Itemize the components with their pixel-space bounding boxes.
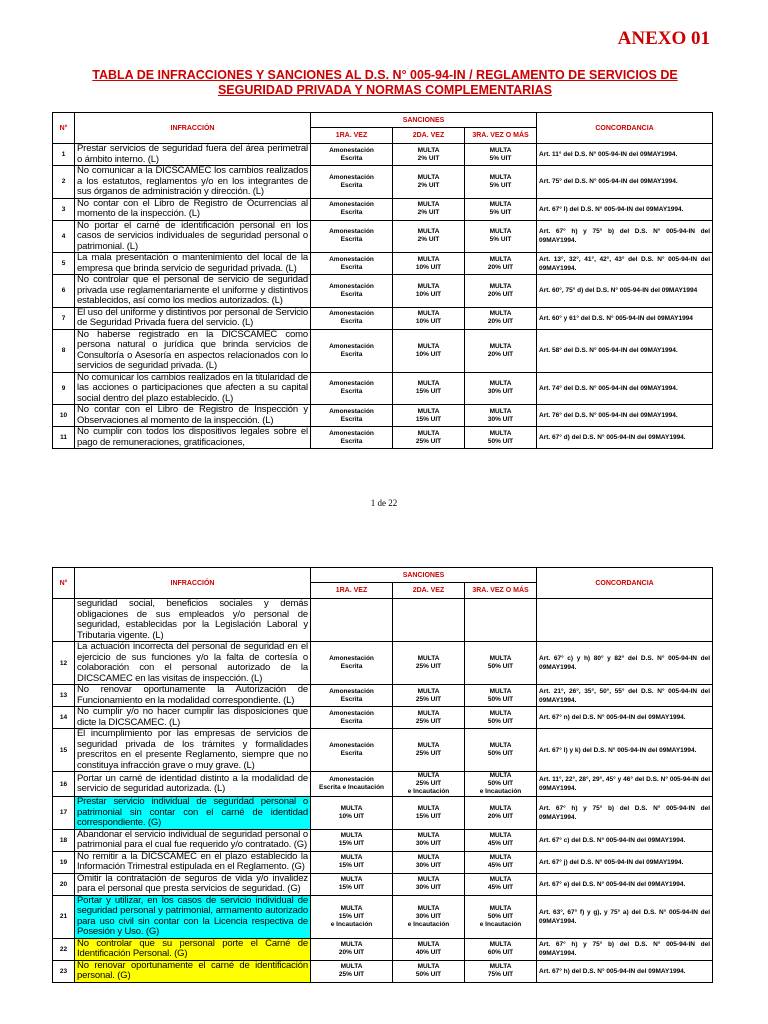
table-row <box>53 685 713 707</box>
header-concordancia: CONCORDANCIA <box>537 113 713 144</box>
concordance: Art. 67° h) y 75° b) del D.S. N° 005-94-IN del 09MAY1994. <box>537 220 713 253</box>
infraction-text: No controlar que su personal porte el Carné de Identificación Personal. (G) <box>75 938 311 960</box>
table-row <box>53 198 713 220</box>
sanction-first: Amonestación Escrita e Incautación <box>311 772 393 797</box>
header-sanciones: SANCIONES <box>311 568 537 583</box>
concordance <box>537 599 713 642</box>
table-row <box>53 166 713 199</box>
concordance: Art. 21°, 26°, 35°, 50°, 55° del D.S. N° 005-94-IN del 09MAY1994. <box>537 685 713 707</box>
infraction-text: No comunicar los cambios realizados en la titularidad de las acciones o participaciones que afecten a su capital social dentro del plazo establecido. (L) <box>75 372 311 405</box>
row-number: 19 <box>53 851 75 873</box>
row-number: 14 <box>53 707 75 729</box>
table-row <box>53 707 713 729</box>
sanction-first: Amonestación Escrita <box>311 166 393 199</box>
table-row <box>53 895 713 938</box>
table-row <box>53 960 713 982</box>
sanction-first: Amonestación Escrita <box>311 729 393 772</box>
infraction-text: No haberse registrado en la DICSCAMEC como persona natural o jurídica que brinda servicios de Consultoría o Asesoría en aspectos relacionados con lo servicios de seguridad privada. (L) <box>75 329 311 372</box>
sanction-second: MULTA 25% UIT <box>393 685 465 707</box>
row-number: 10 <box>53 405 75 427</box>
table-row <box>53 275 713 308</box>
sanction-third: MULTA 50% UIT <box>465 729 537 772</box>
infraction-text: No cumplir y/o no hacer cumplir las disposiciones que dicte la DICSCAMEC. (L) <box>75 707 311 729</box>
infraction-text: El uso del uniforme y distintivos por personal de Servicio de Seguridad Privada fuera del servicio. (L) <box>75 307 311 329</box>
sanction-first: Amonestación Escrita <box>311 198 393 220</box>
sanction-first: Amonestación Escrita <box>311 307 393 329</box>
sanction-third: MULTA 30% UIT <box>465 372 537 405</box>
sanction-first: Amonestación Escrita <box>311 220 393 253</box>
infraction-text: No controlar que el personal de servicio de seguridad privada use reglamentariamente el uniforme y distintivos establecidos, así como los medios autorizados. (L) <box>75 275 311 308</box>
sanction-first: MULTA 25% UIT <box>311 960 393 982</box>
sanction-second: MULTA 2% UIT <box>393 220 465 253</box>
sanction-third: MULTA 20% UIT <box>465 797 537 830</box>
sanction-second: MULTA 30% UIT <box>393 873 465 895</box>
row-number: 17 <box>53 797 75 830</box>
sanction-third: MULTA 50% UIT e Incautación <box>465 895 537 938</box>
sanction-second: MULTA 25% UIT <box>393 707 465 729</box>
row-number: 16 <box>53 772 75 797</box>
infraction-text: La actuación incorrecta del personal de seguridad en el ejercicio de sus funciones y/o la falta de cortesía o colaboración con el personal autorizado de la DICSCAMEC en las visitas de inspección. (L) <box>75 642 311 685</box>
row-number: 4 <box>53 220 75 253</box>
infraction-text: Prestar servicio individual de seguridad personal o patrimonial sin contar con el carné de identidad correspondiente. (G) <box>75 797 311 830</box>
table-row <box>53 599 713 642</box>
concordance: Art. 11° del D.S. N° 005-94-IN del 09MAY1994. <box>537 144 713 166</box>
concordance: Art. 60° y 61° del D.S. N° 005-94-IN del 09MAY1994 <box>537 307 713 329</box>
sanction-third: MULTA 5% UIT <box>465 144 537 166</box>
concordance: Art. 67° c) y h) 80° y 82° del D.S. N° 005-94-IN del 09MAY1994. <box>537 642 713 685</box>
sanction-third: MULTA 5% UIT <box>465 220 537 253</box>
document-title <box>40 68 730 98</box>
sanction-third: MULTA 30% UIT <box>465 405 537 427</box>
concordance: Art. 67° n) del D.S. N° 005-94-IN del 09MAY1994. <box>537 707 713 729</box>
table-row <box>53 329 713 372</box>
header-vez-2: 2DA. VEZ <box>393 128 465 144</box>
header-vez-2: 2DA. VEZ <box>393 583 465 599</box>
table-row <box>53 427 713 449</box>
concordance: Art. 11°, 22°, 28°, 29°, 45° y 46° del D.S. N° 005-94-IN del 09MAY1994. <box>537 772 713 797</box>
row-number: 13 <box>53 685 75 707</box>
infraction-text: No contar con el Libro de Registro de Inspección y Observaciones al momento de la inspección. (L) <box>75 405 311 427</box>
sanction-second: MULTA 25% UIT <box>393 729 465 772</box>
concordance: Art. 67° h) y 75° b) del D.S. N° 005-94-IN del 09MAY1994. <box>537 797 713 830</box>
sanction-first: Amonestación Escrita <box>311 405 393 427</box>
concordance: Art. 67° c) del D.S. N° 005-94-IN del 09MAY1994. <box>537 829 713 851</box>
header-vez-1: 1RA. VEZ <box>311 128 393 144</box>
sanction-second: MULTA 40% UIT <box>393 938 465 960</box>
concordance: Art. 58° del D.S. N° 005-94-IN del 09MAY1994. <box>537 329 713 372</box>
concordance: Art. 67° d) del D.S. N° 005-94-IN del 09MAY1994. <box>537 427 713 449</box>
row-number: 2 <box>53 166 75 199</box>
row-number: 23 <box>53 960 75 982</box>
concordance: Art. 67° h) del D.S. N° 005-94-IN del 09MAY1994. <box>537 960 713 982</box>
header-vez-1: 1RA. VEZ <box>311 583 393 599</box>
infraction-text: No cumplir con todos los dispositivos legales sobre el pago de remuneraciones, gratificaciones, <box>75 427 311 449</box>
sanction-third: MULTA 5% UIT <box>465 198 537 220</box>
row-number: 8 <box>53 329 75 372</box>
table-row <box>53 729 713 772</box>
infraction-text: El incumplimiento por las empresas de servicios de seguridad privada de los trámites y formalidades prescritos en el presente Reglamento, siempre que no constituya infracción grave o muy grave. (L) <box>75 729 311 772</box>
table-row <box>53 851 713 873</box>
infraction-text: Abandonar el servicio individual de seguridad personal o patrimonial para el cual fue requerido y/o contratado. (G) <box>75 829 311 851</box>
header-infraccion: INFRACCIÓN <box>75 568 311 599</box>
infraction-text: No portar el carné de identificación personal en los casos de servicios individuales de seguridad personal o patrimonial. (L) <box>75 220 311 253</box>
infraction-text: No renovar oportunamente el carné de identificación personal. (G) <box>75 960 311 982</box>
sanction-first: Amonestación Escrita <box>311 685 393 707</box>
concordance: Art. 60°, 75° d) del D.S. N° 005-94-IN del 09MAY1994 <box>537 275 713 308</box>
row-number: 21 <box>53 895 75 938</box>
sanction-third: MULTA 20% UIT <box>465 329 537 372</box>
infraction-text: Prestar servicios de seguridad fuera del área perimetral o ámbito interno. (L) <box>75 144 311 166</box>
sanction-first: MULTA 15% UIT e Incautación <box>311 895 393 938</box>
sanction-third: MULTA 20% UIT <box>465 275 537 308</box>
infractions-table-page-1 <box>52 112 713 449</box>
infraction-text: No contar con el Libro de Registro de Ocurrencias al momento de la inspección. (L) <box>75 198 311 220</box>
sanction-second: MULTA 30% UIT e Incautación <box>393 895 465 938</box>
row-number: 1 <box>53 144 75 166</box>
sanction-second: MULTA 25% UIT e Incautación <box>393 772 465 797</box>
sanction-first: Amonestación Escrita <box>311 642 393 685</box>
header-vez-3: 3RA. VEZ O MÁS <box>465 128 537 144</box>
table-row <box>53 772 713 797</box>
sanction-second: MULTA 2% UIT <box>393 166 465 199</box>
concordance: Art. 63°, 67° f) y g), y 75° a) del D.S. N° 005-94-IN del 09MAY1994. <box>537 895 713 938</box>
header-num: N° <box>53 568 75 599</box>
concordance: Art. 67° l) y k) del D.S. N° 005-94-IN del 09MAY1994. <box>537 729 713 772</box>
sanction-second: MULTA 10% UIT <box>393 329 465 372</box>
sanction-second: MULTA 50% UIT <box>393 960 465 982</box>
sanction-second: MULTA 30% UIT <box>393 829 465 851</box>
table-row <box>53 307 713 329</box>
row-number <box>53 599 75 642</box>
sanction-first: Amonestación Escrita <box>311 707 393 729</box>
table-body-page-1 <box>53 144 713 449</box>
infractions-table-page-2 <box>52 567 713 983</box>
infraction-text: Omitir la contratación de seguros de vida y/o invalidez para el personal que presta servicios de seguridad. (G) <box>75 873 311 895</box>
table-row <box>53 220 713 253</box>
concordance: Art. 74° del D.S. N° 005-94-IN del 09MAY1994. <box>537 372 713 405</box>
table-row <box>53 829 713 851</box>
sanction-third: MULTA 50% UIT <box>465 427 537 449</box>
sanction-third: MULTA 50% UIT e Incautación <box>465 772 537 797</box>
concordance: Art. 67° j) del D.S. N° 005-94-IN del 09MAY1994. <box>537 851 713 873</box>
concordance: Art. 13°, 32°, 41°, 42°, 43° del D.S. N° 005-94-IN del 09MAY1994. <box>537 253 713 275</box>
table-row <box>53 144 713 166</box>
concordance: Art. 76° del D.S. N° 005-94-IN del 09MAY1994. <box>537 405 713 427</box>
row-number: 7 <box>53 307 75 329</box>
sanction-second: MULTA 10% UIT <box>393 307 465 329</box>
header-vez-3: 3RA. VEZ O MÁS <box>465 583 537 599</box>
sanction-third: MULTA 50% UIT <box>465 707 537 729</box>
sanction-third: MULTA 5% UIT <box>465 166 537 199</box>
row-number: 12 <box>53 642 75 685</box>
header-concordancia: CONCORDANCIA <box>537 568 713 599</box>
sanction-third <box>465 599 537 642</box>
sanction-third: MULTA 50% UIT <box>465 642 537 685</box>
sanction-first: MULTA 15% UIT <box>311 873 393 895</box>
table-body-page-2 <box>53 599 713 983</box>
header-num: N° <box>53 113 75 144</box>
infraction-text: No remitir a la DICSCAMEC en el plazo establecido la Información Trimestral estipulada en el Reglamento. (G) <box>75 851 311 873</box>
infraction-text: No renovar oportunamente la Autorización de Funcionamiento en la modalidad correspondiente. (L) <box>75 685 311 707</box>
sanction-first: MULTA 15% UIT <box>311 829 393 851</box>
infraction-text: Portar un carné de identidad distinto a la modalidad de servicio de seguridad autorizada. (L) <box>75 772 311 797</box>
table-row <box>53 873 713 895</box>
title-line-1: TABLA DE INFRACCIONES Y SANCIONES AL D.S. N° 005-94-IN / REGLAMENTO DE SERVICIOS DE <box>92 68 678 82</box>
sanction-first: Amonestación Escrita <box>311 144 393 166</box>
sanction-first: MULTA 20% UIT <box>311 938 393 960</box>
sanction-third: MULTA 45% UIT <box>465 851 537 873</box>
sanction-first: Amonestación Escrita <box>311 372 393 405</box>
sanction-third: MULTA 50% UIT <box>465 685 537 707</box>
table-row <box>53 253 713 275</box>
annex-label: ANEXO 01 <box>617 28 710 49</box>
sanction-first: Amonestación Escrita <box>311 329 393 372</box>
header-sanciones: SANCIONES <box>311 113 537 128</box>
infraction-text: seguridad social, beneficios sociales y demás obligaciones de sus empleados y/o personal de seguridad, establecidas por la Legislación Laboral y Tributaria vigente. (L) <box>75 599 311 642</box>
row-number: 18 <box>53 829 75 851</box>
sanction-second: MULTA 2% UIT <box>393 198 465 220</box>
sanction-second: MULTA 25% UIT <box>393 427 465 449</box>
infraction-text: No comunicar a la DICSCAMEC los cambios realizados a los estatutos, reglamentos y/o en los integrantes de sus órganos de administración y dirección. (L) <box>75 166 311 199</box>
sanction-second: MULTA 2% UIT <box>393 144 465 166</box>
table-row <box>53 372 713 405</box>
row-number: 20 <box>53 873 75 895</box>
sanction-third: MULTA 20% UIT <box>465 307 537 329</box>
infraction-text: Portar y utilizar, en los casos de servicio individual de seguridad personal y patrimonial, armamento autorizado para uso civil sin contar con la Licencia respectiva de Posesión y Uso. (G) <box>75 895 311 938</box>
table-row <box>53 797 713 830</box>
concordance: Art. 67° h) y 75° b) del D.S. N° 005-94-IN del 09MAY1994. <box>537 938 713 960</box>
infraction-text: La mala presentación o mantenimiento del local de la empresa que brinda servicio de seguridad privada. (L) <box>75 253 311 275</box>
sanction-second: MULTA 15% UIT <box>393 797 465 830</box>
sanction-second: MULTA 15% UIT <box>393 405 465 427</box>
table-row <box>53 938 713 960</box>
row-number: 9 <box>53 372 75 405</box>
sanction-third: MULTA 20% UIT <box>465 253 537 275</box>
row-number: 6 <box>53 275 75 308</box>
sanction-third: MULTA 45% UIT <box>465 829 537 851</box>
sanction-second <box>393 599 465 642</box>
row-number: 3 <box>53 198 75 220</box>
sanction-second: MULTA 15% UIT <box>393 372 465 405</box>
sanction-second: MULTA 25% UIT <box>393 642 465 685</box>
sanction-second: MULTA 30% UIT <box>393 851 465 873</box>
row-number: 11 <box>53 427 75 449</box>
page-number: 1 de 22 <box>370 498 398 508</box>
concordance: Art. 67° l) del D.S. N° 005-94-IN del 09MAY1994. <box>537 198 713 220</box>
sanction-first: Amonestación Escrita <box>311 253 393 275</box>
sanction-third: MULTA 60% UIT <box>465 938 537 960</box>
sanction-first: Amonestación Escrita <box>311 427 393 449</box>
header-infraccion: INFRACCIÓN <box>75 113 311 144</box>
sanction-second: MULTA 10% UIT <box>393 275 465 308</box>
sanction-first: Amonestación Escrita <box>311 275 393 308</box>
table-row <box>53 405 713 427</box>
row-number: 22 <box>53 938 75 960</box>
sanction-first: MULTA 10% UIT <box>311 797 393 830</box>
row-number: 5 <box>53 253 75 275</box>
sanction-third: MULTA 75% UIT <box>465 960 537 982</box>
sanction-first: MULTA 15% UIT <box>311 851 393 873</box>
title-line-2: SEGURIDAD PRIVADA Y NORMAS COMPLEMENTARIAS <box>217 83 553 97</box>
row-number: 15 <box>53 729 75 772</box>
sanction-first <box>311 599 393 642</box>
sanction-second: MULTA 10% UIT <box>393 253 465 275</box>
sanction-third: MULTA 45% UIT <box>465 873 537 895</box>
concordance: Art. 75° del D.S. N° 005-94-IN del 09MAY1994. <box>537 166 713 199</box>
table-row <box>53 642 713 685</box>
concordance: Art. 67° e) del D.S. N° 005-94-IN del 09MAY1994. <box>537 873 713 895</box>
